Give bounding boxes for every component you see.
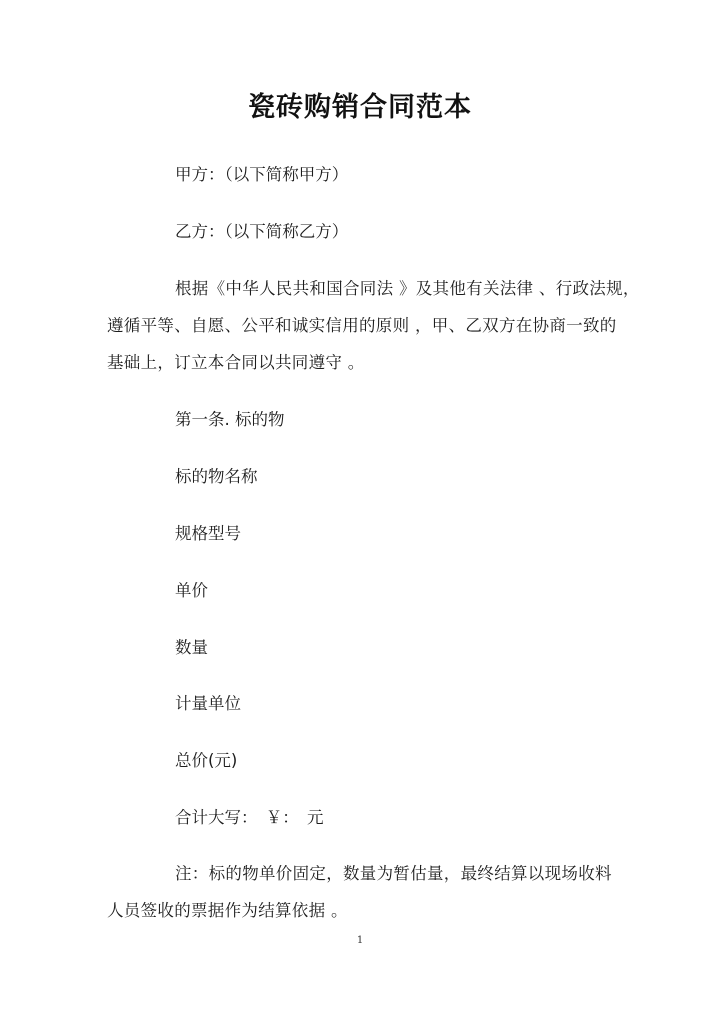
- field-unit-price: 单价: [175, 581, 208, 600]
- field-total-in-words: 合计大写： ￥： 元: [175, 808, 324, 827]
- party-b-line: 乙方：（以下简称乙方）: [175, 222, 349, 241]
- note-paragraph: [107, 855, 627, 929]
- field-spec-model: 规格型号: [175, 524, 241, 543]
- preamble-line-3: 基础上，订立本合同以共同遵守 。: [107, 353, 365, 372]
- note-line-1: 注：标的物单价固定，数量为暂估量，最终结算以现场收料: [175, 864, 612, 883]
- field-quantity: 数量: [175, 638, 208, 657]
- preamble-line-1: 根据《中华人民共和国合同法 》及其他有关法律 、行政法规，: [175, 279, 640, 298]
- field-measurement-unit: 计量单位: [175, 694, 241, 713]
- page-number: 1: [356, 935, 364, 946]
- preamble-line-2: 遵循平等、自愿、公平和诚实信用的原则 ，甲、乙双方在协商一致的: [107, 316, 617, 335]
- note-line-2: 人员签收的票据作为结算依据 。: [107, 901, 348, 920]
- preamble-paragraph: [107, 270, 640, 381]
- field-subject-name: 标的物名称: [175, 467, 258, 486]
- field-total-price: 总价(元): [175, 751, 238, 770]
- party-a-line: 甲方：（以下简称甲方）: [175, 165, 349, 184]
- document-title: 瓷砖购销合同范本: [248, 92, 472, 123]
- article-1-heading: 第一条. 标的物: [175, 410, 285, 429]
